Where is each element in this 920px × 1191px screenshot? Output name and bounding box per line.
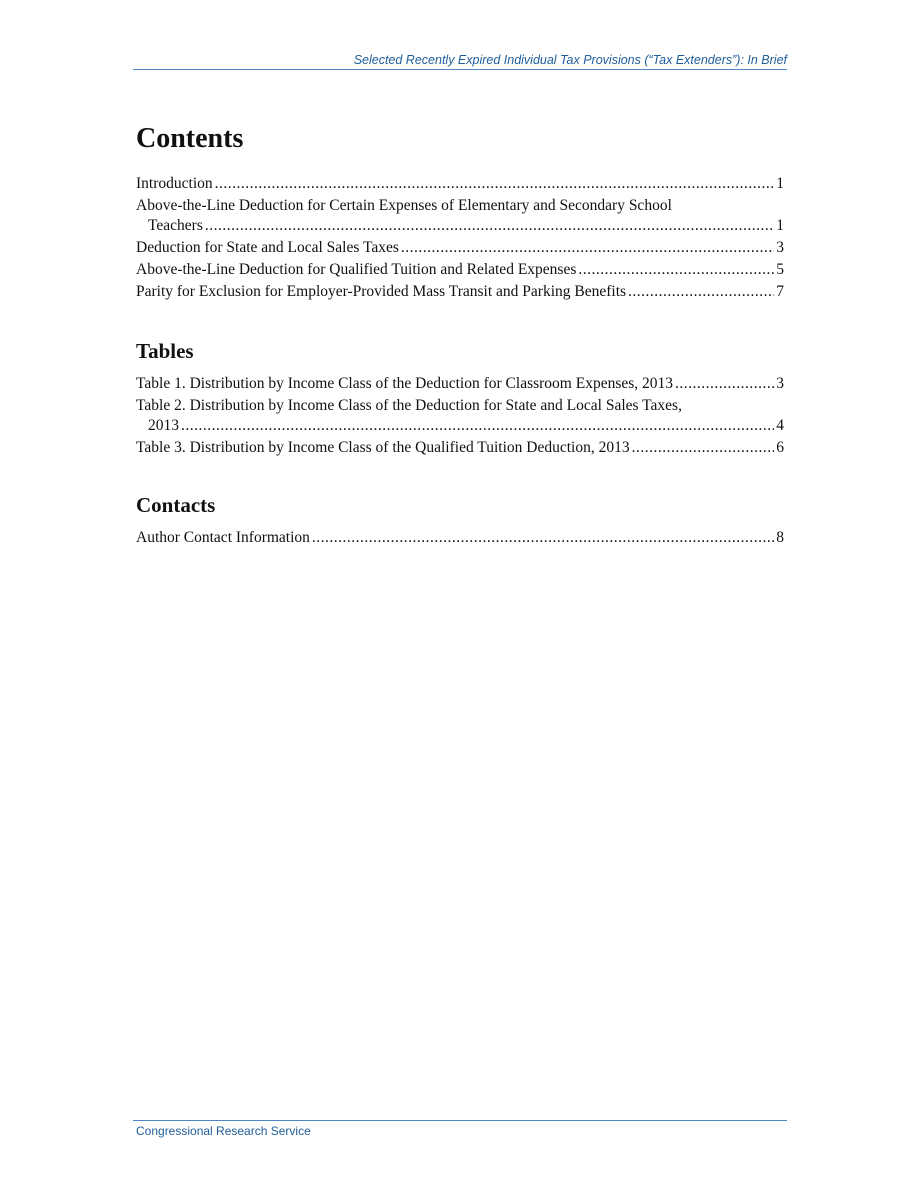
dot-leader bbox=[632, 438, 775, 458]
toc-entry-label: Parity for Exclusion for Employer-Provided Mass Transit and Parking Benefits bbox=[136, 283, 627, 300]
toc-page-number: 3 bbox=[776, 239, 784, 256]
contacts-list bbox=[136, 528, 784, 548]
toc-page-number: 5 bbox=[776, 261, 784, 278]
running-header: Selected Recently Expired Individual Tax Provisions (“Tax Extenders”): In Brief bbox=[133, 53, 787, 70]
toc-page-number: 1 bbox=[776, 217, 784, 234]
toc-entry-label: Introduction bbox=[136, 175, 213, 192]
dot-leader bbox=[312, 528, 774, 548]
contents-heading: Contents bbox=[136, 123, 244, 154]
dot-leader bbox=[401, 238, 774, 258]
toc-entry-label: Table 1. Distribution by Income Class of the Deduction for Classroom Expenses, 2013 bbox=[136, 375, 674, 392]
toc-entry-label: Deduction for State and Local Sales Taxes bbox=[136, 239, 399, 256]
toc-entry-label-continuation: Teachers bbox=[148, 217, 203, 234]
toc-entry-introduction[interactable] bbox=[136, 174, 784, 194]
toc-page-number: 6 bbox=[776, 439, 784, 456]
toc-entry-teachers-deduction[interactable] bbox=[136, 196, 784, 236]
contacts-heading: Contacts bbox=[136, 493, 216, 517]
toc-entry-label: Table 2. Distribution by Income Class of the Deduction for State and Local Sales Taxes, bbox=[136, 397, 682, 414]
toc-entry-label-continuation: 2013 bbox=[148, 417, 179, 434]
tables-heading: Tables bbox=[136, 339, 194, 363]
table-of-contents bbox=[136, 123, 784, 550]
dot-leader bbox=[181, 416, 774, 436]
dot-leader bbox=[578, 260, 774, 280]
toc-page-number: 3 bbox=[776, 375, 784, 392]
dot-leader bbox=[215, 174, 775, 194]
toc-entry-tuition-deduction[interactable] bbox=[136, 260, 784, 280]
toc-page-number: 7 bbox=[776, 283, 784, 300]
dot-leader bbox=[205, 216, 774, 236]
toc-entry-label: Above-the-Line Deduction for Qualified Tuition and Related Expenses bbox=[136, 261, 577, 278]
toc-entry-label: Table 3. Distribution by Income Class of the Qualified Tuition Deduction, 2013 bbox=[136, 439, 630, 456]
footer-organization: Congressional Research Service bbox=[136, 1124, 311, 1138]
toc-entry-label: Author Contact Information bbox=[136, 529, 310, 546]
toc-entry-table-1[interactable] bbox=[136, 374, 784, 394]
toc-entry-sales-taxes[interactable] bbox=[136, 238, 784, 258]
dot-leader bbox=[628, 282, 774, 302]
toc-entry-label: Above-the-Line Deduction for Certain Expenses of Elementary and Secondary School bbox=[136, 197, 672, 214]
toc-entry-author-contact[interactable] bbox=[136, 528, 784, 548]
toc-page-number: 4 bbox=[776, 417, 784, 434]
dot-leader bbox=[675, 374, 774, 394]
toc-page-number: 8 bbox=[776, 529, 784, 546]
contents-list bbox=[136, 174, 784, 302]
page-footer bbox=[133, 1120, 787, 1138]
tables-list bbox=[136, 374, 784, 458]
toc-entry-table-2[interactable] bbox=[136, 396, 784, 436]
toc-entry-transit-parity[interactable] bbox=[136, 282, 784, 302]
toc-entry-table-3[interactable] bbox=[136, 438, 784, 458]
toc-page-number: 1 bbox=[776, 175, 784, 192]
